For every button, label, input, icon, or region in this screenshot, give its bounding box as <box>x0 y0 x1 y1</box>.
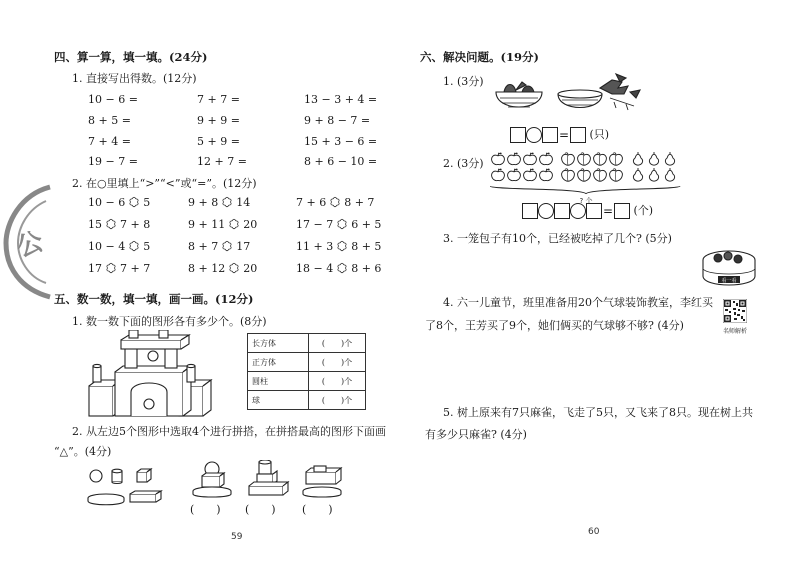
steamer-label: 看一看 <box>721 278 737 284</box>
shape-name: 正方体 <box>248 353 309 372</box>
table-row <box>248 391 366 410</box>
flower-blank-icon[interactable] <box>128 240 140 252</box>
compare-item <box>188 240 250 253</box>
compare-right: 8 + 7 <box>344 196 375 209</box>
steamer-icon <box>700 246 758 293</box>
apple-icon <box>492 169 553 181</box>
table-row <box>248 353 366 372</box>
section-4-title: 四、算一算，填一填。(24分) <box>54 50 208 64</box>
flower-blank-icon[interactable] <box>105 218 117 230</box>
answer-box[interactable] <box>554 203 570 219</box>
compare-item <box>296 196 374 209</box>
count-blank[interactable]: ( )个 <box>309 334 366 353</box>
equals-sign: = <box>558 128 570 142</box>
shape-name: 长方体 <box>248 334 309 353</box>
equals-sign: = <box>602 204 614 218</box>
compare-item <box>88 240 150 253</box>
flower-blank-icon[interactable] <box>336 262 348 274</box>
compare-item <box>188 262 257 275</box>
compare-item <box>188 218 257 231</box>
compare-right: 20 <box>243 262 258 275</box>
operator-circle[interactable] <box>570 203 586 219</box>
flower-blank-icon[interactable] <box>336 218 348 230</box>
flower-blank-icon[interactable] <box>221 196 233 208</box>
answer-box[interactable] <box>522 203 538 219</box>
compare-left: 18 − 4 <box>296 262 334 275</box>
compare-right: 7 + 7 <box>120 262 151 275</box>
answer-box[interactable] <box>570 127 586 143</box>
q1-item: 15 + 3 − 6 = <box>304 135 378 148</box>
compare-item <box>188 196 250 209</box>
compare-left: 17 − 7 <box>296 218 334 231</box>
p1-equation <box>510 126 609 143</box>
q1-item: 13 − 3 + 4 = <box>304 93 378 106</box>
compare-right: 6 + 5 <box>351 218 382 231</box>
peach-icon <box>562 169 623 181</box>
q5-1-title: 1. 数一数下面的图形各有多少个。(8分) <box>72 315 267 328</box>
answer-box[interactable] <box>614 203 630 219</box>
answer-blank-3[interactable]: ( ) <box>302 503 333 516</box>
compare-left: 17 <box>88 262 102 275</box>
compare-left: 15 <box>88 218 102 231</box>
shape-name: 球 <box>248 391 309 410</box>
q1-item: 9 + 8 − 7 = <box>304 114 371 127</box>
p2-equation <box>522 202 653 219</box>
q1-item: 7 + 4 = <box>88 135 131 148</box>
q5-2-line1: 2. 从左边5个图形中选取4个进行拼搭，在拼搭最高的图形下面画 <box>72 425 386 438</box>
shape-count-table <box>247 333 366 410</box>
compare-item <box>296 240 381 253</box>
unit-label: (只) <box>589 128 610 141</box>
q1-item: 5 + 9 = <box>197 135 240 148</box>
compare-left: 7 + 6 <box>296 196 327 209</box>
pear-icon <box>633 152 674 165</box>
peach-icon <box>562 153 623 165</box>
qr-caption: 名师解析 <box>723 328 748 335</box>
q1-item: 19 − 7 = <box>88 155 138 168</box>
compare-left: 9 + 11 <box>188 218 226 231</box>
table-row <box>248 372 366 391</box>
flower-blank-icon[interactable] <box>329 196 341 208</box>
p1-title: 1. (3分) <box>443 75 484 88</box>
q5-2-line2: “△”。(4分) <box>54 445 112 458</box>
compare-right: 5 <box>143 240 151 253</box>
operator-circle[interactable] <box>538 203 554 219</box>
q1-item: 8 + 6 − 10 = <box>304 155 378 168</box>
compare-left: 8 + 12 <box>188 262 226 275</box>
stack-option-1 <box>190 460 234 501</box>
compare-left: 9 + 8 <box>188 196 219 209</box>
flower-blank-icon[interactable] <box>105 262 117 274</box>
compare-right: 8 + 6 <box>351 262 382 275</box>
compare-item <box>296 262 381 275</box>
apple-icon <box>492 153 553 165</box>
q1-item: 7 + 7 = <box>197 93 240 106</box>
flower-blank-icon[interactable] <box>128 196 140 208</box>
flower-blank-icon[interactable] <box>221 240 233 252</box>
compare-item <box>88 218 150 231</box>
answer-blank-2[interactable]: ( ) <box>245 503 276 516</box>
qr-code-icon[interactable] <box>723 299 747 326</box>
p5-line2: 有多少只麻雀? (4分) <box>425 428 527 441</box>
stamp-watermark <box>2 183 52 304</box>
answer-blank-1[interactable]: ( ) <box>190 503 221 516</box>
five-shapes-figure <box>86 466 166 509</box>
building-blocks-figure <box>83 330 218 423</box>
p3-text: 3. 一笼包子有10个，已经被吃掉了几个? (5分) <box>443 232 672 245</box>
stack-option-2 <box>243 460 293 501</box>
compare-left: 10 − 4 <box>88 240 126 253</box>
section-5-title: 五、数一数，填一填，画一画。(12分) <box>54 292 254 306</box>
compare-left: 8 + 7 <box>188 240 219 253</box>
p4-line2: 了8个，王芳买了9个，她们俩买的气球够不够? (4分) <box>425 319 684 332</box>
compare-item <box>296 218 381 231</box>
flower-blank-icon[interactable] <box>228 262 240 274</box>
q1-item: 9 + 9 = <box>197 114 240 127</box>
compare-right: 7 + 8 <box>120 218 151 231</box>
stamp-text: 公 <box>12 226 48 264</box>
compare-left: 11 + 3 <box>296 240 334 253</box>
shape-name: 圆柱 <box>248 372 309 391</box>
pear-icon <box>633 168 674 181</box>
p2-title: 2. (3分) <box>443 157 484 170</box>
table-row <box>248 334 366 353</box>
answer-box[interactable] <box>542 127 558 143</box>
compare-item <box>88 262 150 275</box>
compare-left: 10 − 6 <box>88 196 126 209</box>
count-blank[interactable]: ( )个 <box>309 372 366 391</box>
compare-right: 20 <box>243 218 258 231</box>
flower-blank-icon[interactable] <box>228 218 240 230</box>
p4-line1: 4. 六一儿童节，班里准备用20个气球装饰教室，李红买 <box>443 296 713 309</box>
answer-box[interactable] <box>510 127 526 143</box>
count-blank[interactable]: ( )个 <box>309 391 366 410</box>
compare-item <box>88 196 150 209</box>
compare-right: 5 <box>143 196 151 209</box>
compare-right: 17 <box>236 240 251 253</box>
section-6-title: 六、解决问题。(19分) <box>420 50 539 64</box>
page-number-right: 60 <box>588 527 600 537</box>
question-mark-label: ? 个 <box>579 197 593 205</box>
flower-blank-icon[interactable] <box>336 240 348 252</box>
q1-item: 10 − 6 = <box>88 93 138 106</box>
compare-right: 8 + 5 <box>351 240 382 253</box>
fruits-figure <box>490 150 690 209</box>
q1-item: 8 + 5 = <box>88 114 131 127</box>
q2-title: 2. 在○里填上“>”“<”或“=”。(12分) <box>72 177 257 190</box>
compare-right: 14 <box>236 196 251 209</box>
p5-line1: 5. 树上原来有7只麻雀，飞走了5只，又飞来了8只。现在树上共 <box>443 406 753 419</box>
count-blank[interactable]: ( )个 <box>309 353 366 372</box>
page-number-left: 59 <box>231 532 243 542</box>
baskets-birds-figure <box>492 72 642 123</box>
q1-title: 1. 直接写出得数。(12分) <box>72 72 197 85</box>
operator-circle[interactable] <box>526 127 542 143</box>
stack-option-3 <box>300 460 344 501</box>
unit-label: (个) <box>633 204 654 217</box>
answer-box[interactable] <box>586 203 602 219</box>
q1-item: 12 + 7 = <box>197 155 247 168</box>
